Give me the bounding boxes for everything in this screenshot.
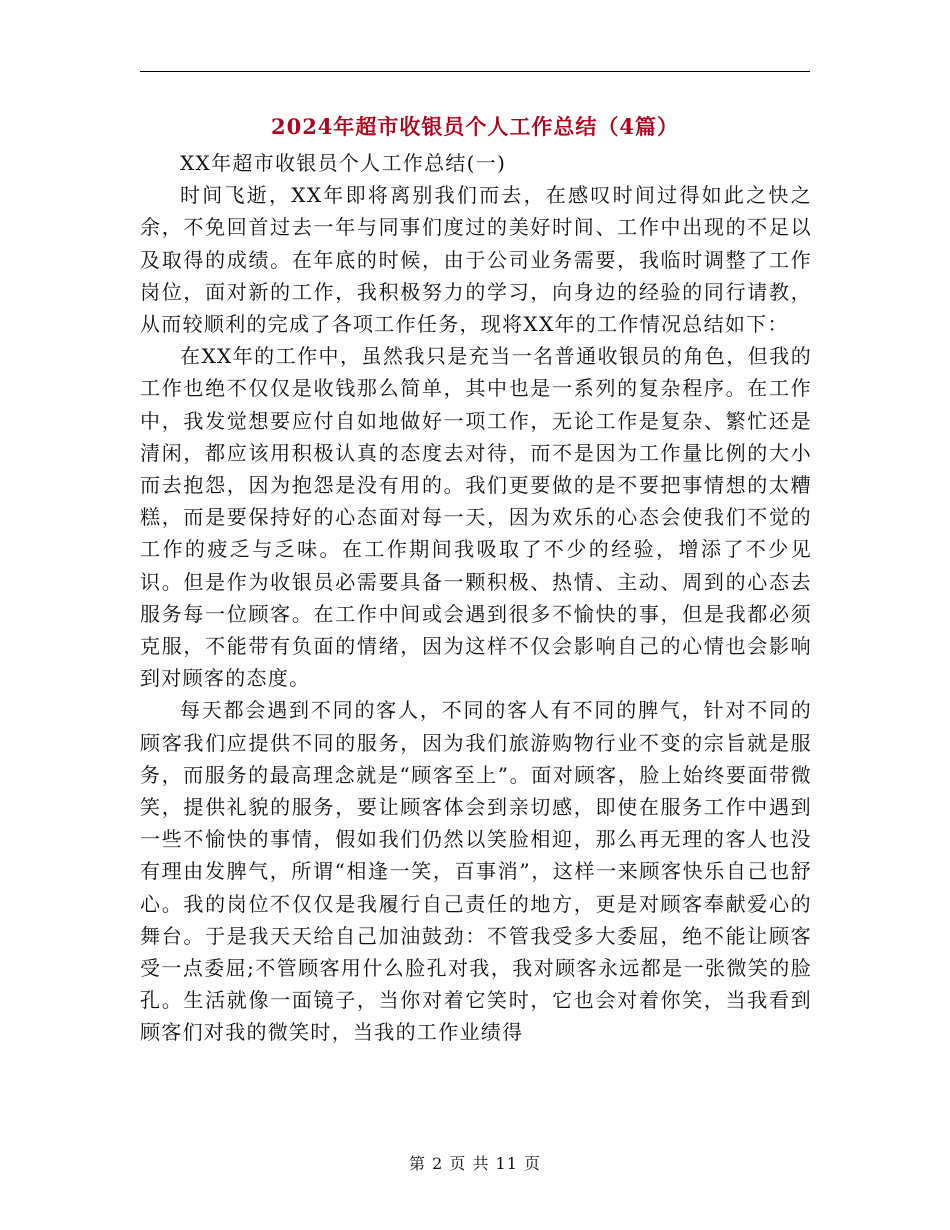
- section-heading: XX年超市收银员个人工作总结(一): [180, 151, 507, 175]
- paragraph-work-attitude: 在XX年的工作中，虽然我只是充当一名普通收银员的角色，但我的工作也绝不仅仅是收钱那么简单，其中也是一系列的复杂程序。在工作中，我发觉想要应付自如地做好一项工作，无论工作是复杂、繁忙还是清闲，都应该用积极认真的态度去对待，而不是因为工作量比例的大小而去抱怨，因为抱怨是没有用的。我们更要做的是不要把事情想的太糟糕，而是要保持好的心态面对每一天，因为欢乐的心态会使我们不觉的工作的疲乏与乏味。在工作期间我吸取了不少的经验，增添了不少见识。但是作为收银员必需要具备一颗积极、热情、主动、周到的心态去服务每一位顾客。在工作中间或会遇到很多不愉快的事，但是我都必须克服，不能带有负面的情绪，因为这样不仅会影响自己的心情也会影响到对顾客的态度。: [140, 344, 812, 691]
- paragraph-customer-service: 每天都会遇到不同的客人，不同的客人有不同的脾气，针对不同的顾客我们应提供不同的服务，因为我们旅游购物行业不变的宗旨就是服务，而服务的最高理念就是“顾客至上”。面对顾客，脸上始终要面带微笑，提供礼貌的服务，要让顾客体会到亲切感，即使在服务工作中遇到一些不愉快的事情，假如我们仍然以笑脸相迎，那么再无理的客人也没有理由发脾气，所谓“相逢一笑，百事消”，这样一来顾客快乐自己也舒心。我的岗位不仅仅是我履行自己责任的地方，更是对顾客奉献爱心的舞台。于是我天天给自己加油鼓劲：不管我受多大委屈，绝不能让顾客受一点委屈;不管顾客用什么脸孔对我，我对顾客永远都是一张微笑的脸孔。生活就像一面镜子，当你对着它笑时，它也会对着你笑，当我看到顾客们对我的微笑时，当我的工作业绩得: [140, 698, 812, 1045]
- document-body: [140, 147, 812, 1049]
- paragraph-intro: 时间飞逝，XX年即将离别我们而去，在感叹时间过得如此之快之余，不免回首过去一年与同事们度过的美好时间、工作中出现的不足以及取得的成绩。在年底的时候，由于公司业务需要，我临时调整了工作岗位，面对新的工作，我积极努力的学习，向身边的经验的同行请教，从而较顺利的完成了各项工作任务，现将XX年的工作情况总结如下：: [140, 183, 812, 337]
- header-rule: [140, 71, 810, 72]
- document-title: 2024年超市收银员个人工作总结（4篇）: [270, 114, 680, 139]
- page-number: 第 2 页 共 11 页: [409, 1154, 541, 1173]
